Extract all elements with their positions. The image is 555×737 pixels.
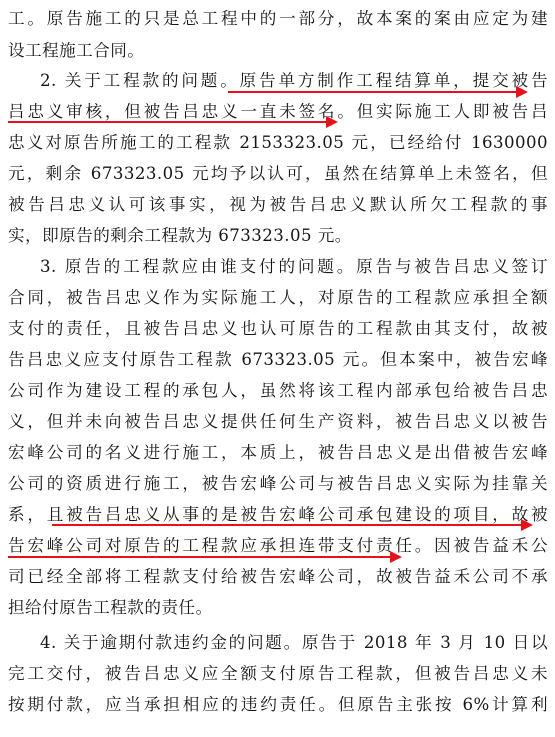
arrow-icon bbox=[521, 519, 533, 531]
text-line: 被告吕忠义认可该事实，视为被告吕忠义默认所欠工程款的事 bbox=[8, 195, 548, 214]
text-line: 宏峰公司的名义进行施工，本质上，被告吕忠义是出借被告宏峰 bbox=[8, 443, 548, 462]
highlight-underline bbox=[8, 121, 328, 123]
text-line: 告宏峰公司对原告的工程款应承担连带支付责任。因被告益禾公 bbox=[8, 536, 548, 555]
highlight-underline bbox=[8, 556, 391, 558]
arrow-icon bbox=[326, 116, 338, 128]
text-line: 3. 原告的工程款应由谁支付的问题。原告与被告吕忠义签订 bbox=[40, 257, 548, 276]
text-line: 实，即原告的剩余工程款为 673323.05 元。 bbox=[8, 226, 352, 245]
text-line: 合同，被告吕忠义作为实际施工人，对原告的工程款应承担全额 bbox=[8, 288, 548, 307]
arrow-icon bbox=[516, 86, 528, 98]
text-line: 完工交付，被告吕忠义应全额支付原告工程款，但被告吕忠义未 bbox=[8, 664, 548, 683]
text-line: 公司的资质进行施工，被告宏峰公司与被告吕忠义实际为挂靠关 bbox=[8, 474, 548, 493]
text-line: 担给付原告工程款的责任。 bbox=[8, 598, 213, 617]
text-line: 设工程施工合同。 bbox=[8, 41, 145, 60]
text-line: 工。原告施工的只是总工程中的一部分，故本案的案由应定为建 bbox=[8, 9, 548, 28]
highlight-underline bbox=[228, 91, 518, 93]
text-line: 按期付款，应当承担相应的违约责任。但原告主张按 6%计算利 bbox=[8, 695, 548, 714]
text-line: 义，但并未向被告吕忠义提供任何生产资料，被告吕忠义以被告 bbox=[8, 412, 548, 431]
text-line: 2. 关于工程款的问题。原告单方制作工程结算单，提交被告 bbox=[40, 71, 548, 90]
text-line: 吕忠义审核，但被告吕忠义一直未签名。但实际施工人即被告吕 bbox=[8, 102, 548, 121]
text-line: 司已经全部将工程款支付给被告宏峰公司，故被告益禾公司不承 bbox=[8, 567, 548, 586]
text-line: 公司作为建设工程的承包人，虽然将该工程内部承包给被告吕忠 bbox=[8, 381, 548, 400]
text-line: 4. 关于逾期付款违约金的问题。原告于 2018 年 3 月 10 日以 bbox=[40, 633, 548, 652]
highlight-underline bbox=[52, 524, 522, 526]
text-line: 系，且被告吕忠义从事的是被告宏峰公司承包建设的项目，故被 bbox=[8, 505, 548, 524]
text-line: 告吕忠义应支付原告工程款 673323.05 元。但本案中，被告宏峰 bbox=[8, 350, 548, 369]
arrow-icon bbox=[390, 551, 402, 563]
text-line: 忠义对原告所施工的工程款 2153323.05 元，已经给付 1630000 bbox=[8, 133, 548, 152]
text-line: 元，剩余 673323.05 元均予以认可，虽然在结算单上未签名，但 bbox=[8, 164, 548, 183]
text-line: 支付的责任，且被告吕忠义也认可原告的工程款由其支付，故被 bbox=[8, 319, 548, 338]
